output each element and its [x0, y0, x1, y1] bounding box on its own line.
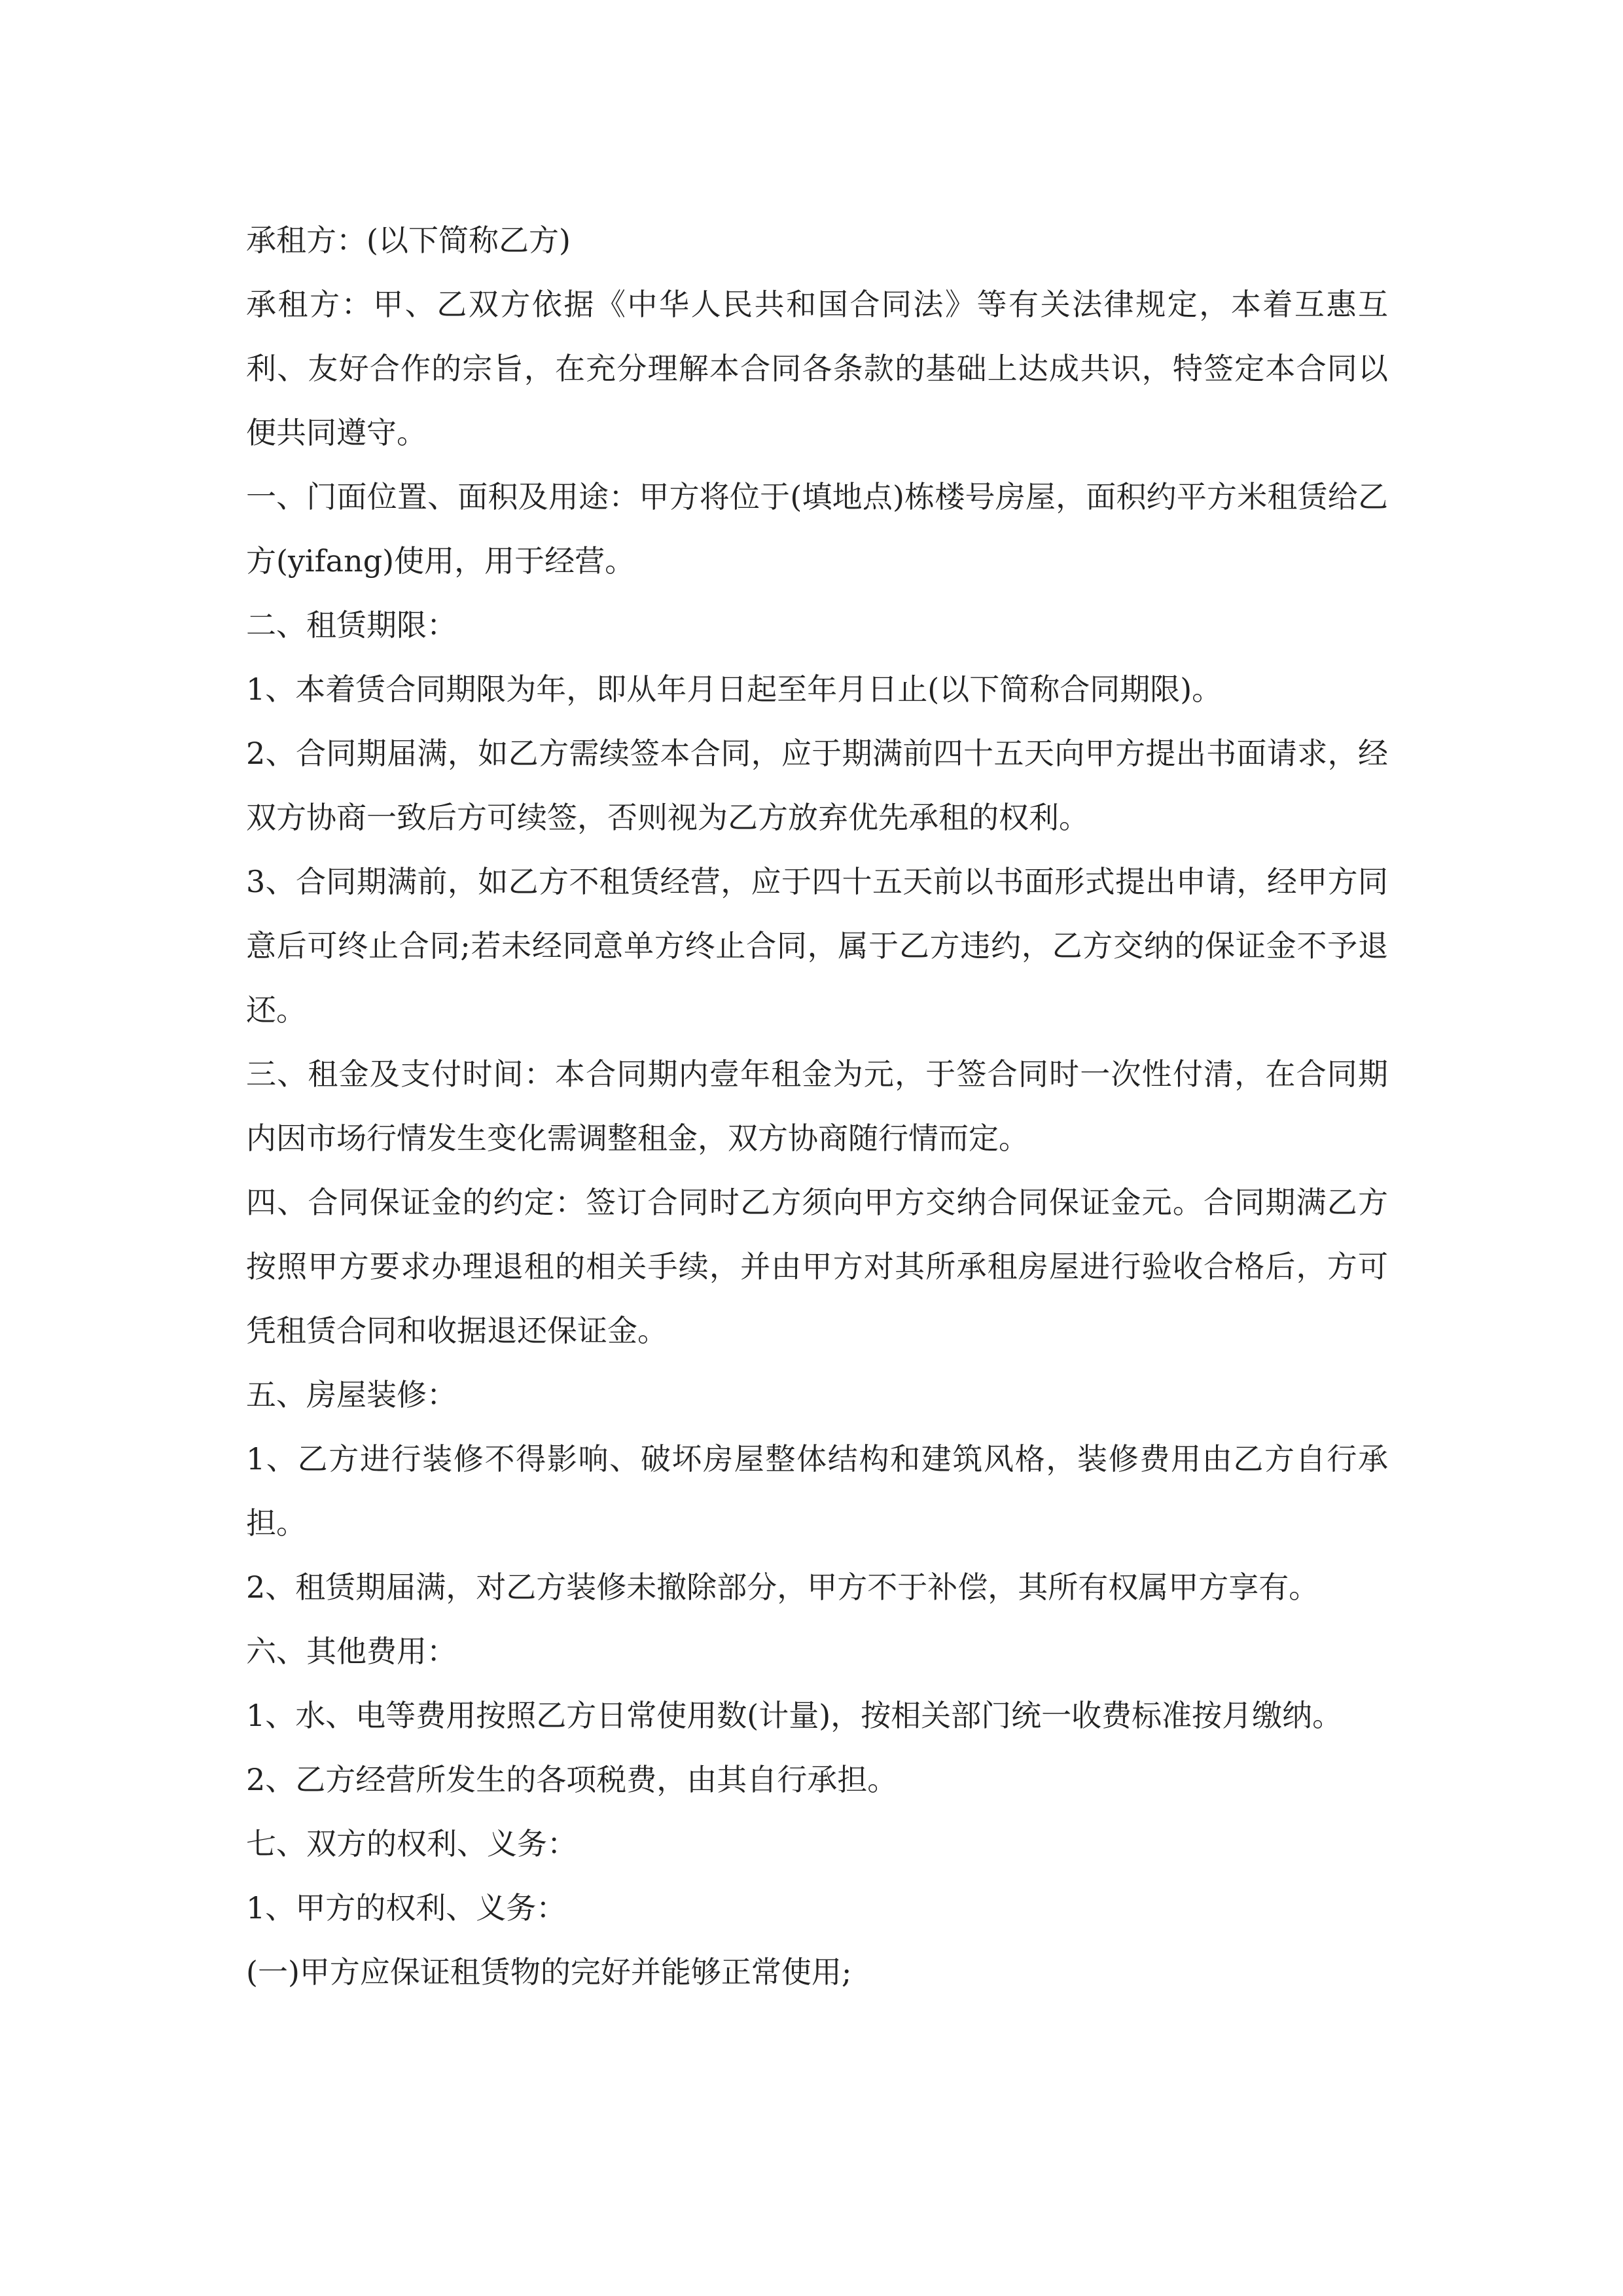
paragraph-section-7-party-a-item-1: (一)甲方应保证租赁物的完好并能够正常使用; [246, 1954, 852, 1990]
heading-section-7-rights: 七、双方的权利、义务： [246, 1826, 577, 1861]
paragraph-section-6-item-1: 1、水、电等费用按照乙方日常使用数(计量)，按相关部门统一收费标准按月缴纳。 [246, 1698, 1343, 1733]
paragraph-section-2-item-3: 3、合同期满前，如乙方不租赁经营，应于四十五天前以书面形式提出申请，经甲方同意后可终止合同;若未经同意单方终止合同，属于乙方违约，乙方交纳的保证金不予退还。 [246, 864, 1388, 1028]
paragraph-lessee-intro: 承租方：(以下简称乙方) [246, 223, 571, 258]
heading-section-6-fees: 六、其他费用： [246, 1634, 457, 1669]
paragraph-section-5-item-1: 1、乙方进行装修不得影响、破坏房屋整体结构和建筑风格，装修费用由乙方自行承担。 [246, 1441, 1388, 1541]
paragraph-section-1-location: 一、门面位置、面积及用途：甲方将位于(填地点)栋楼号房屋，面积约平方米租赁给乙方(yifang)使用，用于经营。 [246, 479, 1388, 579]
heading-section-2-term: 二、租赁期限： [246, 607, 457, 643]
heading-section-5-decoration: 五、房屋装修： [246, 1377, 457, 1412]
paragraph-section-3-rent: 三、租金及支付时间：本合同期内壹年租金为元，于签合同时一次性付清，在合同期内因市场行情发生变化需调整租金，双方协商随行情而定。 [246, 1056, 1388, 1156]
paragraph-section-4-deposit: 四、合同保证金的约定：签订合同时乙方须向甲方交纳合同保证金元。合同期满乙方按照甲方要求办理退租的相关手续，并由甲方对其所承租房屋进行验收合格后，方可凭租赁合同和收据退还保证金。 [246, 1185, 1388, 1348]
paragraph-section-6-item-2: 2、乙方经营所发生的各项税费，由其自行承担。 [246, 1762, 898, 1797]
paragraph-section-5-item-2: 2、租赁期届满，对乙方装修未撤除部分，甲方不于补偿，其所有权属甲方享有。 [246, 1570, 1319, 1605]
contract-body [246, 208, 1388, 2004]
paragraph-section-2-item-2: 2、合同期届满，如乙方需续签本合同，应于期满前四十五天向甲方提出书面请求，经双方协商一致后方可续签，否则视为乙方放弃优先承租的权利。 [246, 736, 1388, 835]
paragraph-section-2-item-1: 1、本着赁合同期限为年，即从年月日起至年月日止(以下简称合同期限)。 [246, 672, 1222, 707]
heading-section-7-party-a: 1、甲方的权利、义务： [246, 1890, 567, 1926]
paragraph-preamble: 承租方：甲、乙双方依据《中华人民共和国合同法》等有关法律规定，本着互惠互利、友好合作的宗旨，在充分理解本合同各条款的基础上达成共识，特签定本合同以便共同遵守。 [246, 287, 1388, 450]
